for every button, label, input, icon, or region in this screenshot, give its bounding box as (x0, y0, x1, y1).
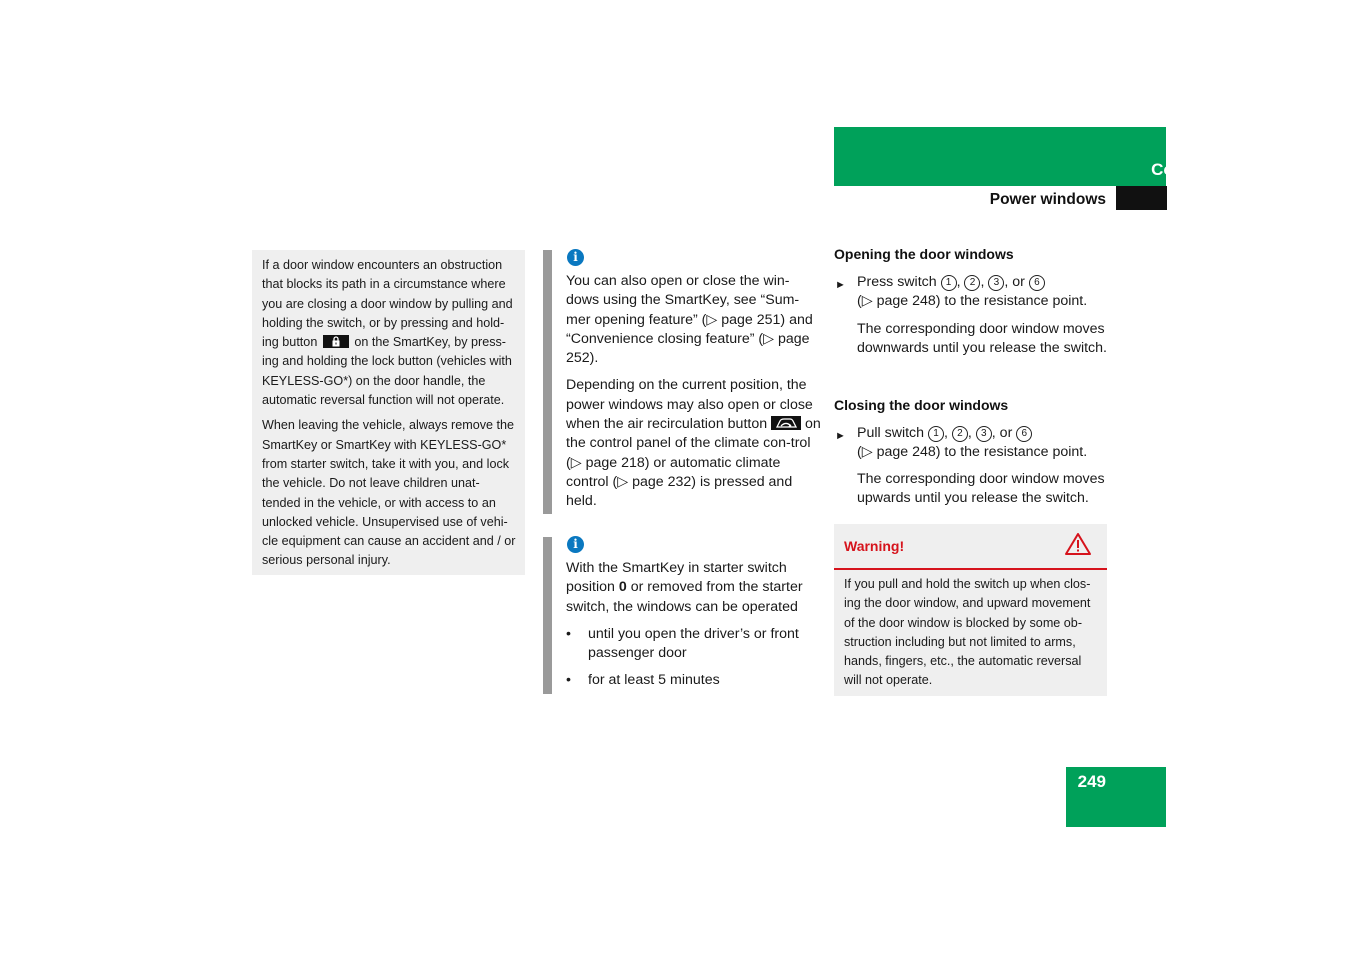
list-item: • until you open the driver’s or front passenger door (566, 625, 821, 664)
starter-switch-position: 0 (618, 579, 627, 596)
air-recirculation-icon (771, 416, 801, 430)
switch-number-2: 2 (964, 275, 980, 291)
separator: , (980, 274, 985, 290)
page-number: 249 (1077, 772, 1106, 791)
opening-step (835, 273, 1132, 312)
list-item: • for at least 5 minutes (566, 671, 821, 690)
info-note-1-para-1: You can also open or close the win-dows using the SmartKey, see “Sum-mer opening feature” (▷ page 251) and “Convenience closing feature” (▷ page 252). (566, 273, 813, 367)
step-text-suffix: (▷ page 248) to the resistance point. (857, 293, 1088, 310)
separator: , (956, 274, 961, 290)
safety-note-text-a: If a door window encounters an obstruction that blocks its path in a circumstance where you are closing a door window by pulling and holding the switch, or by pressing and hold-ing button (262, 258, 513, 350)
info-sidebar-2 (543, 537, 552, 694)
step-arrow-icon: ► (835, 279, 846, 291)
section-marker-block (1116, 186, 1167, 210)
info-note-2-para (566, 559, 821, 617)
safety-note-para-1 (262, 256, 516, 410)
closing-result: The corresponding door window moves upwards until you release the switch. (857, 471, 1105, 507)
switch-number-1: 1 (941, 275, 957, 291)
closing-heading: Closing the door windows (834, 397, 1009, 413)
info-note-2-list (566, 625, 821, 691)
switch-number-1: 1 (928, 426, 944, 442)
section-title: Power windows (989, 191, 1106, 208)
info-icon: i (567, 249, 584, 266)
info-note-1 (566, 272, 821, 512)
warning-divider (834, 568, 1107, 570)
step-text-suffix: (▷ page 248) to the resistance point. (857, 444, 1088, 461)
safety-note-panel (252, 250, 525, 575)
info-note-1-para-2 (566, 376, 821, 511)
safety-note-para-2: When leaving the vehicle, always remove the SmartKey or SmartKey with KEYLESS-GO* from starter switch, take it with you, and lock the vehicle. Do not leave children unat-tended in the vehicle, or with access to an unlocked vehicle. Unsupervised use of vehi-cle equipment can cause an accident and / or serious personal injury. (262, 418, 516, 568)
lock-button-icon (323, 335, 349, 348)
switch-number-6: 6 (1016, 426, 1032, 442)
info-icon: i (567, 536, 584, 553)
switch-number-2: 2 (952, 426, 968, 442)
switch-number-3: 3 (988, 275, 1004, 291)
chapter-title: Controls in detail (1151, 160, 1290, 179)
step-text-prefix: Press switch (857, 274, 937, 290)
warning-text: If you pull and hold the switch up when clos-ing the door window, and upward movement of the door window is blocked by some ob-struction including but not limited to arms, hands, fingers, etc., the automatic reversal will not operate. (844, 577, 1091, 688)
info-note-2-text-a: With the SmartKey in starter switch position (566, 560, 787, 596)
info-sidebar-1 (543, 250, 552, 514)
separator: , (967, 425, 972, 441)
switch-number-6: 6 (1029, 275, 1045, 291)
chapter-header-bar (834, 127, 1166, 186)
opening-result: The corresponding door window moves downwards until you release the switch. (857, 321, 1107, 357)
opening-heading: Opening the door windows (834, 246, 1014, 262)
info-note-2-text-b: or removed from the starter switch, the windows can be operated (566, 579, 803, 615)
switch-number-3: 3 (976, 426, 992, 442)
closing-step (835, 424, 1132, 463)
separator: , (943, 425, 948, 441)
step-arrow-icon: ► (835, 430, 846, 442)
separator: , or (991, 425, 1013, 441)
separator: , or (1004, 274, 1025, 290)
warning-title: Warning! (844, 538, 905, 554)
info-note-1-text-b: on the control panel of the climate con-trol (▷ page 218) or automatic climate control (▷ page 232) is pressed and held. (566, 416, 821, 510)
warning-triangle-icon (1064, 532, 1092, 561)
safety-note-text-b: on the SmartKey, by press-ing and holding the lock button (vehicles with KEYLESS-GO*) on the door handle, the automatic reversal function will not operate. (262, 335, 512, 408)
info-note-1-text-a: Depending on the current position, the power windows may also open or close when the air recirculation button (566, 377, 813, 433)
info-note-2 (566, 559, 821, 699)
step-text-prefix: Pull switch (857, 425, 925, 441)
